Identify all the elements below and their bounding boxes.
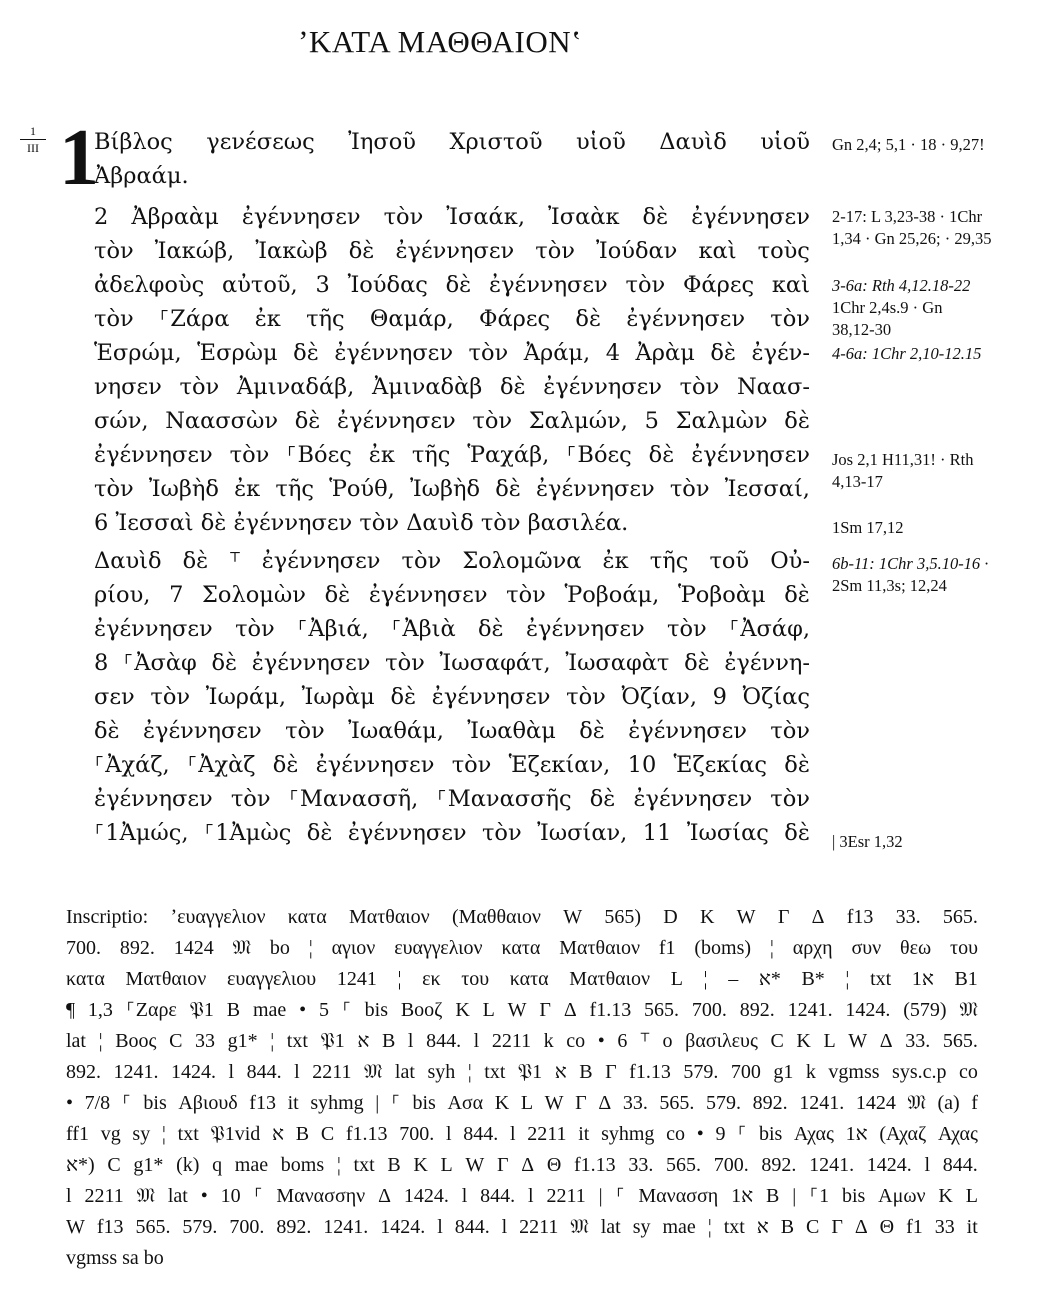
apparatus-line: ¶ 1,3 ⸀Ζαρε 𝔓1 B mae • 5 ⸀ bis Βοοζ K L W Γ Δ f1.13 565. 700. 892. 1241. 1424. (579) 𝔐 bbox=[66, 999, 978, 1021]
margin-ref: Gn 2,4; 5,1 · 18 · 9,27! bbox=[832, 135, 985, 154]
margin-ref: 2Sm 11,3s; 12,24 bbox=[832, 576, 947, 595]
apparatus-line: vgmss sa bo bbox=[66, 1247, 164, 1269]
apparatus-line: lat ¦ Βοος C 33 g1* ¦ txt 𝔓1 א B l 844. l 2211 k co • 6 ⸆ ο βασιλευς C K L W Δ 33. 565. bbox=[66, 1030, 978, 1052]
text-line: ἐγέννησεν τὸν ⸀Μανασσῆ, ⸀Μανασσῆς δὲ ἐγέννησεν τὸν bbox=[94, 786, 810, 812]
margin-ref: 38,12-30 bbox=[832, 320, 892, 339]
text-line: σεν τὸν Ἰωράμ, Ἰωρὰμ δὲ ἐγέννησεν τὸν Ὀζίαν, 9 Ὀζίας bbox=[94, 684, 810, 710]
margin-ref: 1Chr 2,4s.9 · Gn bbox=[832, 298, 943, 317]
text-line: 6 Ἰεσσαὶ δὲ ἐγέννησεν τὸν Δαυὶδ τὸν βασιλέα. bbox=[94, 510, 629, 536]
text-line: Δαυὶδ δὲ ⸆ ἐγέννησεν τὸν Σολομῶνα ἐκ τῆς τοῦ Οὐ- bbox=[94, 548, 810, 574]
text-line: ⸀Ἀχάζ, ⸀Ἀχὰζ δὲ ἐγέννησεν τὸν Ἑζεκίαν, 10 Ἑζεκίας δὲ bbox=[94, 752, 810, 778]
apparatus-line: א*) C g1* (k) q mae boms ¦ txt B K L W Γ Δ Θ f1.13 33. 565. 700. 892. 1241. 1424. l 844. bbox=[66, 1154, 978, 1176]
text-line: ⸀1Ἀμώς, ⸀1Ἀμὼς δὲ ἐγέννησεν τὸν Ἰωσίαν, 11 Ἰωσίας δὲ bbox=[94, 820, 810, 846]
margin-ref: | 3Esr 1,32 bbox=[832, 832, 903, 851]
margin-ref: 4,13-17 bbox=[832, 472, 883, 491]
text-line: ἐγέννησεν τὸν ⸀Ἀβιά, ⸀Ἀβιὰ δὲ ἐγέννησεν τὸν ⸀Ἀσάφ, bbox=[94, 616, 810, 642]
section-roman: III bbox=[27, 141, 39, 155]
margin-ref: 4-6a: 1Chr 2,10-12.15 bbox=[832, 344, 982, 363]
margin-ref: Jos 2,1 H11,31! · Rth bbox=[832, 450, 974, 469]
text-line: νησεν τὸν Ἀμιναδάβ, Ἀμιναδὰβ δὲ ἐγέννησεν τὸν Ναασ- bbox=[94, 374, 810, 400]
apparatus-line: 700. 892. 1424 𝔐 bo ¦ αγιον ευαγγελιον κατα Ματθαιον f1 (boms) ¦ αρχη συν θεω του bbox=[66, 937, 978, 959]
apparatus-line: ff1 vg sy ¦ txt 𝔓1vid א B C f1.13 700. l 844. l 2211 it syhmg co • 9 ⸀ bis Αχας א1 (Αχαζ Αχας bbox=[66, 1123, 978, 1145]
text-line: Βίβλος γενέσεως Ἰησοῦ Χριστοῦ υἱοῦ Δαυὶδ υἱοῦ bbox=[94, 129, 810, 155]
text-line: ἐγέννησεν τὸν ⸀Βόες ἐκ τῆς Ῥαχάβ, ⸀Βόες δὲ ἐγέννησεν bbox=[94, 442, 810, 468]
margin-ref: 3-6a: Rth 4,12.18-22 bbox=[832, 276, 971, 295]
text-line: 2 Ἀβραὰμ ἐγέννησεν τὸν Ἰσαάκ, Ἰσαὰκ δὲ ἐγέννησεν bbox=[94, 204, 810, 230]
margin-ref: 2-17: L 3,23-38 · 1Chr bbox=[832, 207, 983, 226]
apparatus-line: Inscriptio: ʼευαγγελιον κατα Ματθαιον (Μαθθαιον W 565) D K W Γ Δ f13 33. 565. bbox=[66, 906, 978, 928]
chapter-number: 1 bbox=[59, 114, 99, 202]
text-line: ρίου, 7 Σολομὼν δὲ ἐγέννησεν τὸν Ῥοβοάμ, Ῥοβοὰμ δὲ bbox=[94, 582, 810, 608]
text-line: δὲ ἐγέννησεν τὸν Ἰωαθάμ, Ἰωαθὰμ δὲ ἐγέννησεν τὸν bbox=[94, 718, 810, 744]
text-line: 8 ⸀Ἀσὰφ δὲ ἐγέννησεν τὸν Ἰωσαφάτ, Ἰωσαφὰτ δὲ ἐγέννη- bbox=[94, 650, 810, 676]
critical-apparatus bbox=[66, 902, 978, 1274]
apparatus-line: l 2211 𝔐 lat • 10 ⸀ Μανασσην Δ 1424. l 844. l 2211 | ⸀ Μανασση א1 B | ⸀1 bis Αμων K L bbox=[66, 1185, 978, 1207]
apparatus-line: W f13 565. 579. 700. 892. 1241. 1424. l 844. l 2211 𝔐 lat sy mae ¦ txt א B C Γ Δ Θ f1 33 it bbox=[66, 1216, 978, 1238]
text-line: Ἀβραάμ. bbox=[94, 163, 189, 189]
book-title: ʼΚΑΤΑ ΜΑΘΘΑΙΟΝʽ bbox=[298, 24, 582, 59]
margin-ref: 1,34 · Gn 25,26; · 29,35 bbox=[832, 229, 992, 248]
text-line: σών, Ναασσὼν δὲ ἐγέννησεν τὸν Σαλμών, 5 Σαλμὼν δὲ bbox=[94, 408, 810, 434]
margin-ref: 6b-11: 1Chr 3,5.10-16 · bbox=[832, 554, 989, 573]
margin-ref: 1Sm 17,12 bbox=[832, 518, 904, 537]
apparatus-line: • 7/8 ⸀ bis Αβιουδ f13 it syhmg | ⸀ bis Ασα K L W Γ Δ 33. 565. 579. 892. 1241. 1424 𝔐 (a) f bbox=[66, 1092, 978, 1114]
apparatus-line: κατα Ματθαιον ευαγγελιου 1241 ¦ εκ του κατα Ματθαιον L ¦ – א* B* ¦ txt א1 B1 bbox=[66, 968, 978, 990]
text-line: Ἑσρώμ, Ἑσρὼμ δὲ ἐγέννησεν τὸν Ἀράμ, 4 Ἀρὰμ δὲ ἐγέν- bbox=[94, 340, 810, 366]
text-line: τὸν ⸀Ζάρα ἐκ τῆς Θαμάρ, Φάρες δὲ ἐγέννησεν τὸν bbox=[94, 306, 810, 332]
text-line: τὸν Ἰωβὴδ ἐκ τῆς Ῥούθ, Ἰωβὴδ δὲ ἐγέννησεν τὸν Ἰεσσαί, bbox=[94, 476, 810, 502]
apparatus-line: 892. 1241. 1424. l 844. l 2211 𝔐 lat syh ¦ txt 𝔓1 א B Γ f1.13 579. 700 g1 k vgmss sys.c.p co bbox=[66, 1061, 978, 1083]
text-line: ἀδελφοὺς αὐτοῦ, 3 Ἰούδας δὲ ἐγέννησεν τὸν Φάρες καὶ bbox=[94, 272, 810, 298]
section-number bbox=[20, 124, 46, 155]
section-arabic: 1 bbox=[20, 124, 46, 140]
text-line: τὸν Ἰακώβ, Ἰακὼβ δὲ ἐγέννησεν τὸν Ἰούδαν καὶ τοὺς bbox=[94, 238, 810, 264]
